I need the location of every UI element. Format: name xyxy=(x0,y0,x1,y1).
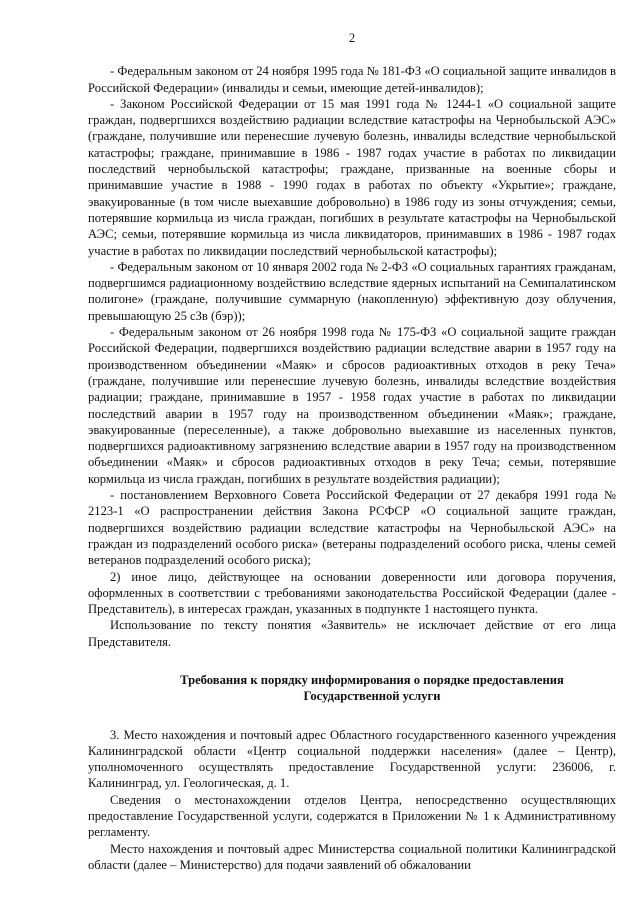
spacer xyxy=(88,650,616,672)
paragraph-law-175fz: - Федеральным законом от 26 ноября 1998 года № 175-ФЗ «О социальной защите граждан Российской Федерации, подвергшихся воздействию радиации вследствие аварии в 1957 году на производственном объединении «Маяк» и сбросов радиоактивных отходов в реку Теча» (граждане, получившие или перенесшие лучевую болезнь, инвалиды вследствие воздействия радиации; граждане, принимавшие в 1957 - 1958 годах участие в работах по ликвидации последствий аварии в 1957 году на производственном объединении «Маяк»; граждане, эвакуированные (переселенные), а также добровольно выехавшие из населенных пунктов, подвергшихся радиоактивному загрязнению вследствие аварии в 1957 году на производственном объединении «Маяк» и сбросов радиоактивных отходов в реку Теча; семьи, потерявшие кормильца из числа граждан, погибших в результате воздействия радиации); xyxy=(88,325,616,486)
page-number: 2 xyxy=(348,31,356,45)
paragraph-resolution-2123-1: - постановлением Верховного Совета Российской Федерации от 27 декабря 1991 года № 2123-1 «О распространении действия Закона РСФСР «О социальной защите граждан, подвергшихся воздействию радиации вследствие катастрофы на Чернобыльской АЭС» на граждан из подразделений особого риска» (ветераны подразделений особого риска, члены семей ветеранов подразделений особого риска); xyxy=(88,488,616,568)
paragraph-departments-info: Сведения о местонахождении отделов Центра, непосредственно осуществляющих предоставление Государственной услуги, содержатся в Приложении № 1 к Административному регламенту. xyxy=(88,792,616,840)
spacer xyxy=(88,705,616,727)
section-heading xyxy=(128,672,616,705)
paragraph-ministry-address: Место нахождения и почтовый адрес Министерства социальной политики Калининградской области (далее – Министерство) для подачи заявлений об обжаловании xyxy=(88,841,616,872)
document-page xyxy=(88,30,616,873)
section-heading-line-1: Требования к порядку информирования о порядке предоставления xyxy=(180,672,564,687)
paragraph-representative: 2) иное лицо, действующее на основании доверенности или договора поручения, оформленных в соответствии с требованиями законодательства Российской Федерации (далее - Представитель), в интересах граждан, указанных в подпункте 1 настоящего пункта. xyxy=(88,569,616,617)
section-heading-line-2: Государственной услуги xyxy=(303,689,441,704)
paragraph-law-1244-1: - Законом Российской Федерации от 15 мая 1991 года № 1244-1 «О социальной защите граждан, подвергшихся воздействию радиации вследствие катастрофы на Чернобыльской АЭС» (граждане, получившие или перенесшие лучевую болезнь, инвалиды вследствие чернобыльской катастрофы; граждане, принимавшие в 1986 - 1987 годах участие в работах по ликвидации последствий чернобыльской катастрофы; граждане, призванные на военные сборы и принимавшие участие в 1988 - 1990 годах в работах по объекту «Укрытие»; граждане, эвакуированные (в том числе выехавшие добровольно) в 1986 году из зоны отчуждения; семьи, потерявшие кормильца из числа граждан, погибших в результате катастрофы на Чернобыльской АЭС; семьи, потерявшие кормильца из числа ликвидаторов, принимавших в 1986 - 1987 годах участие в работах по ликвидации последствий чернобыльской катастрофы); xyxy=(88,96,616,258)
paragraph-law-181fz: - Федеральным законом от 24 ноября 1995 года № 181-ФЗ «О социальной защите инвалидов в Российской Федерации» (инвалиды и семьи, имеющие детей-инвалидов); xyxy=(88,64,616,95)
paragraphs-bottom xyxy=(88,727,616,874)
paragraph-applicant-note: Использование по тексту понятия «Заявитель» не исключает действие от его лица Представителя. xyxy=(88,618,616,649)
paragraphs-top xyxy=(88,63,616,650)
paragraph-center-address: 3. Место нахождения и почтовый адрес Областного государственного казенного учреждения Калининградской области «Центр социальной поддержки населения» (далее – Центр), уполномоченного осуществлять предоставление Государственной услуги: 236006, г. Калининград, ул. Геологическая, д. 1. xyxy=(88,727,616,791)
paragraph-law-2fz: - Федеральным законом от 10 января 2002 года № 2-ФЗ «О социальных гарантиях гражданам, подвергшимся радиационному воздействию вследствие ядерных испытаний на Семипалатинском полигоне» (граждане, получившие суммарную (накопленную) эффективную дозу облучения, превышающую 25 сЗв (бэр)); xyxy=(88,259,616,323)
